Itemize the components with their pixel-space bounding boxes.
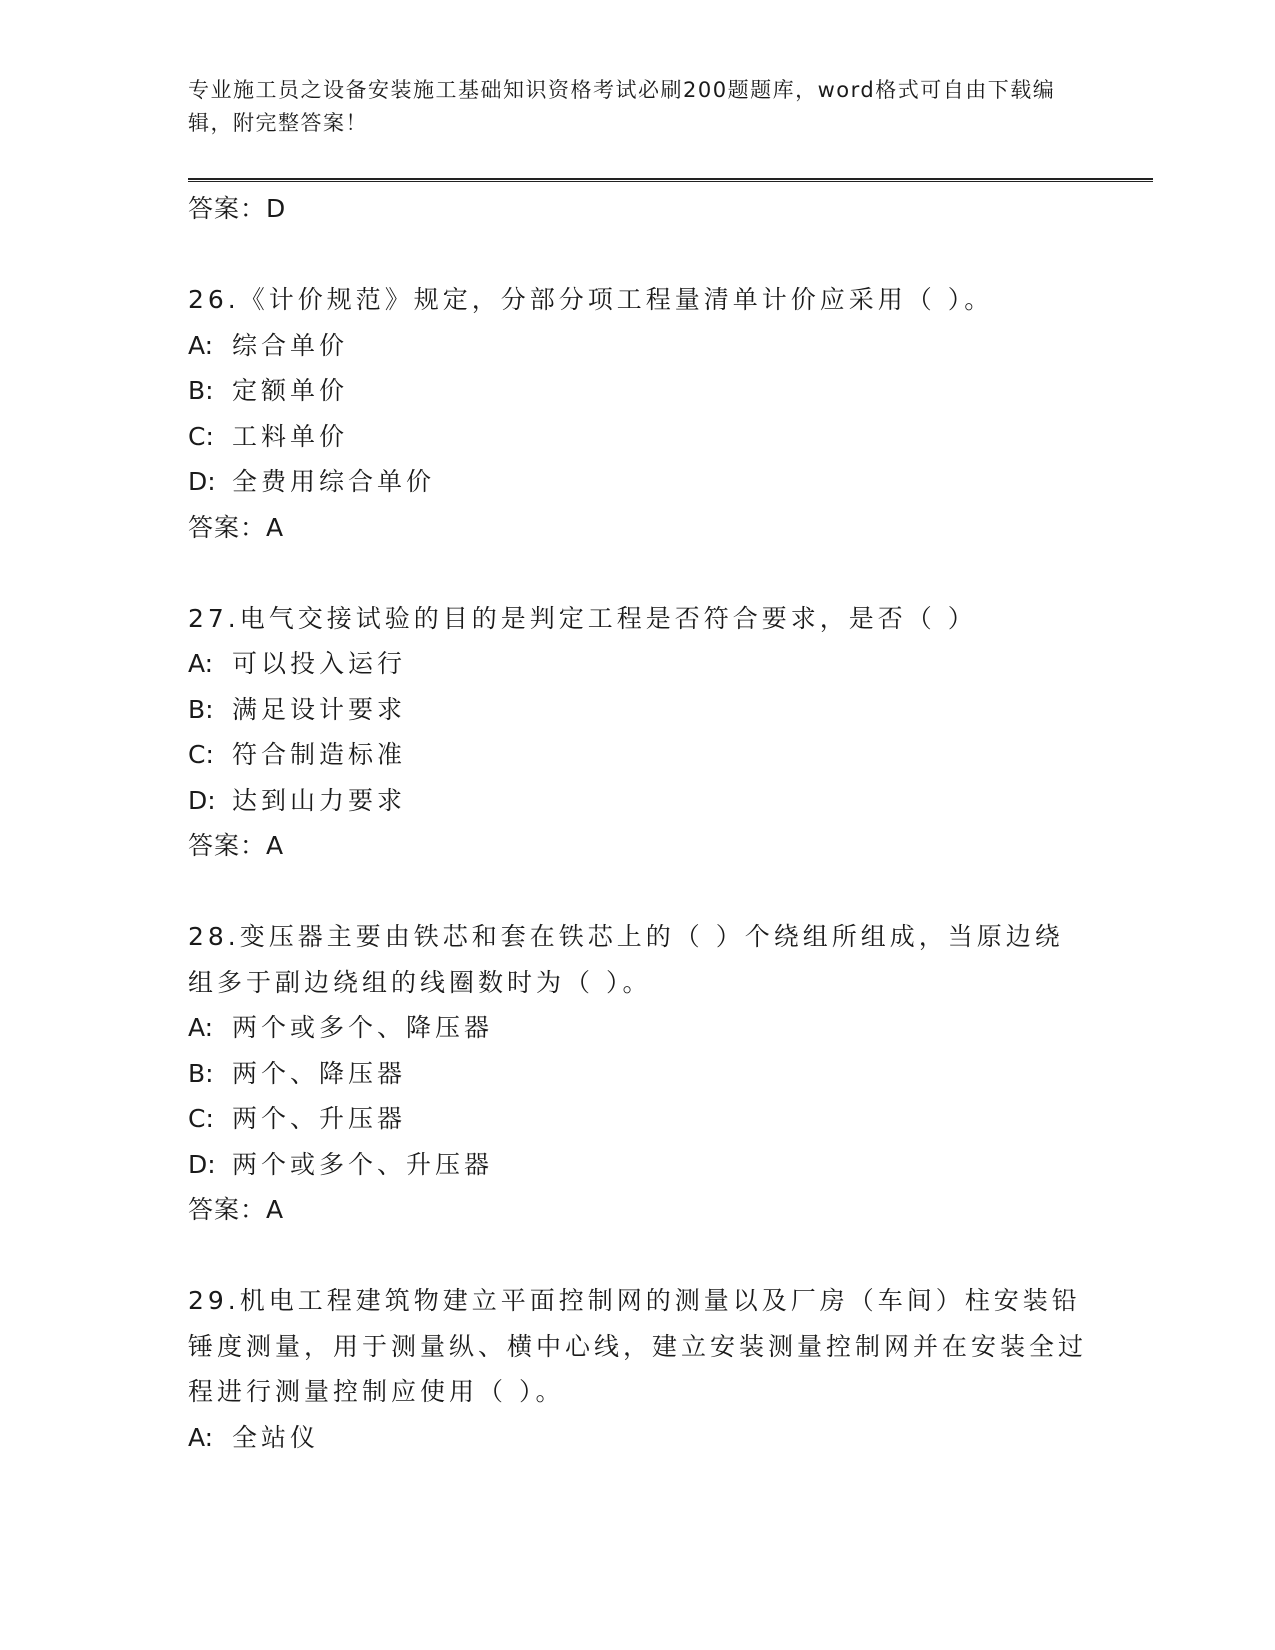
option-label: C: bbox=[188, 740, 214, 769]
option-text: 达到山力要求 bbox=[232, 785, 407, 815]
option-label: B: bbox=[188, 694, 214, 724]
option-text: 全站仪 bbox=[232, 1422, 320, 1452]
option-d bbox=[188, 778, 1088, 824]
option-text: 两个、降压器 bbox=[232, 1058, 407, 1088]
answer: 答案：A bbox=[188, 1195, 285, 1224]
answer: 答案：A bbox=[188, 512, 285, 542]
option-label: D: bbox=[188, 785, 216, 815]
option-label: B: bbox=[188, 1058, 214, 1088]
option-label: A: bbox=[188, 1422, 214, 1452]
option-b bbox=[188, 687, 1088, 733]
document-title: 专业施工员之设备安装施工基础知识资格考试必刷200题题库，word格式可自由下载编辑，附完整答案！ bbox=[188, 78, 1056, 135]
option-a bbox=[188, 323, 1088, 369]
question-stem: 29.机电工程建筑物建立平面控制网的测量以及厂房（车间）柱安装铅锤度测量，用于测量纵、横中心线，建立安装测量控制网并在安装全过程进行测量控制应使用（ ）。 bbox=[188, 1286, 1088, 1406]
option-b bbox=[188, 368, 1088, 414]
option-a bbox=[188, 641, 1088, 687]
option-label: A: bbox=[188, 649, 214, 678]
spacer bbox=[188, 1233, 1088, 1279]
option-text: 两个、升压器 bbox=[232, 1104, 407, 1133]
option-label: A: bbox=[188, 1013, 214, 1042]
option-a bbox=[188, 1005, 1088, 1051]
option-text: 全费用综合单价 bbox=[232, 467, 436, 496]
spacer bbox=[188, 869, 1088, 915]
option-text: 综合单价 bbox=[232, 330, 349, 360]
option-text: 满足设计要求 bbox=[232, 694, 407, 724]
option-c bbox=[188, 732, 1088, 778]
option-label: C: bbox=[188, 1104, 214, 1133]
option-text: 可以投入运行 bbox=[232, 649, 407, 678]
question-28 bbox=[188, 914, 1088, 1233]
option-label: B: bbox=[188, 376, 214, 405]
option-text: 两个或多个、升压器 bbox=[232, 1149, 494, 1179]
spacer bbox=[188, 550, 1088, 596]
answer: 答案：A bbox=[188, 831, 285, 860]
option-label: D: bbox=[188, 467, 216, 496]
option-b bbox=[188, 1051, 1088, 1097]
option-text: 工料单价 bbox=[232, 421, 349, 451]
page-header bbox=[188, 74, 1068, 140]
question-26 bbox=[188, 277, 1088, 550]
option-c bbox=[188, 1096, 1088, 1142]
spacer bbox=[188, 232, 1088, 278]
option-label: A: bbox=[188, 330, 214, 360]
option-d bbox=[188, 459, 1088, 505]
option-text: 定额单价 bbox=[232, 376, 349, 405]
option-text: 两个或多个、降压器 bbox=[232, 1013, 494, 1042]
option-label: D: bbox=[188, 1149, 216, 1179]
option-a bbox=[188, 1415, 1088, 1461]
question-stem: 26.《计价规范》规定，分部分项工程量清单计价应采用（ ）。 bbox=[188, 285, 994, 314]
option-text: 符合制造标准 bbox=[232, 740, 407, 769]
option-d bbox=[188, 1142, 1088, 1188]
answer-prev: 答案：D bbox=[188, 194, 287, 223]
option-label: C: bbox=[188, 421, 214, 451]
question-stem: 27.电气交接试验的目的是判定工程是否符合要求，是否（ ） bbox=[188, 603, 977, 633]
header-divider bbox=[188, 178, 1153, 182]
question-stem: 28.变压器主要由铁芯和套在铁芯上的（ ）个绕组所组成，当原边绕组多于副边绕组的线圈数时为（ ）。 bbox=[188, 922, 1064, 997]
option-c bbox=[188, 414, 1088, 460]
document-body bbox=[188, 186, 1088, 1460]
question-27 bbox=[188, 596, 1088, 869]
question-29 bbox=[188, 1278, 1088, 1460]
